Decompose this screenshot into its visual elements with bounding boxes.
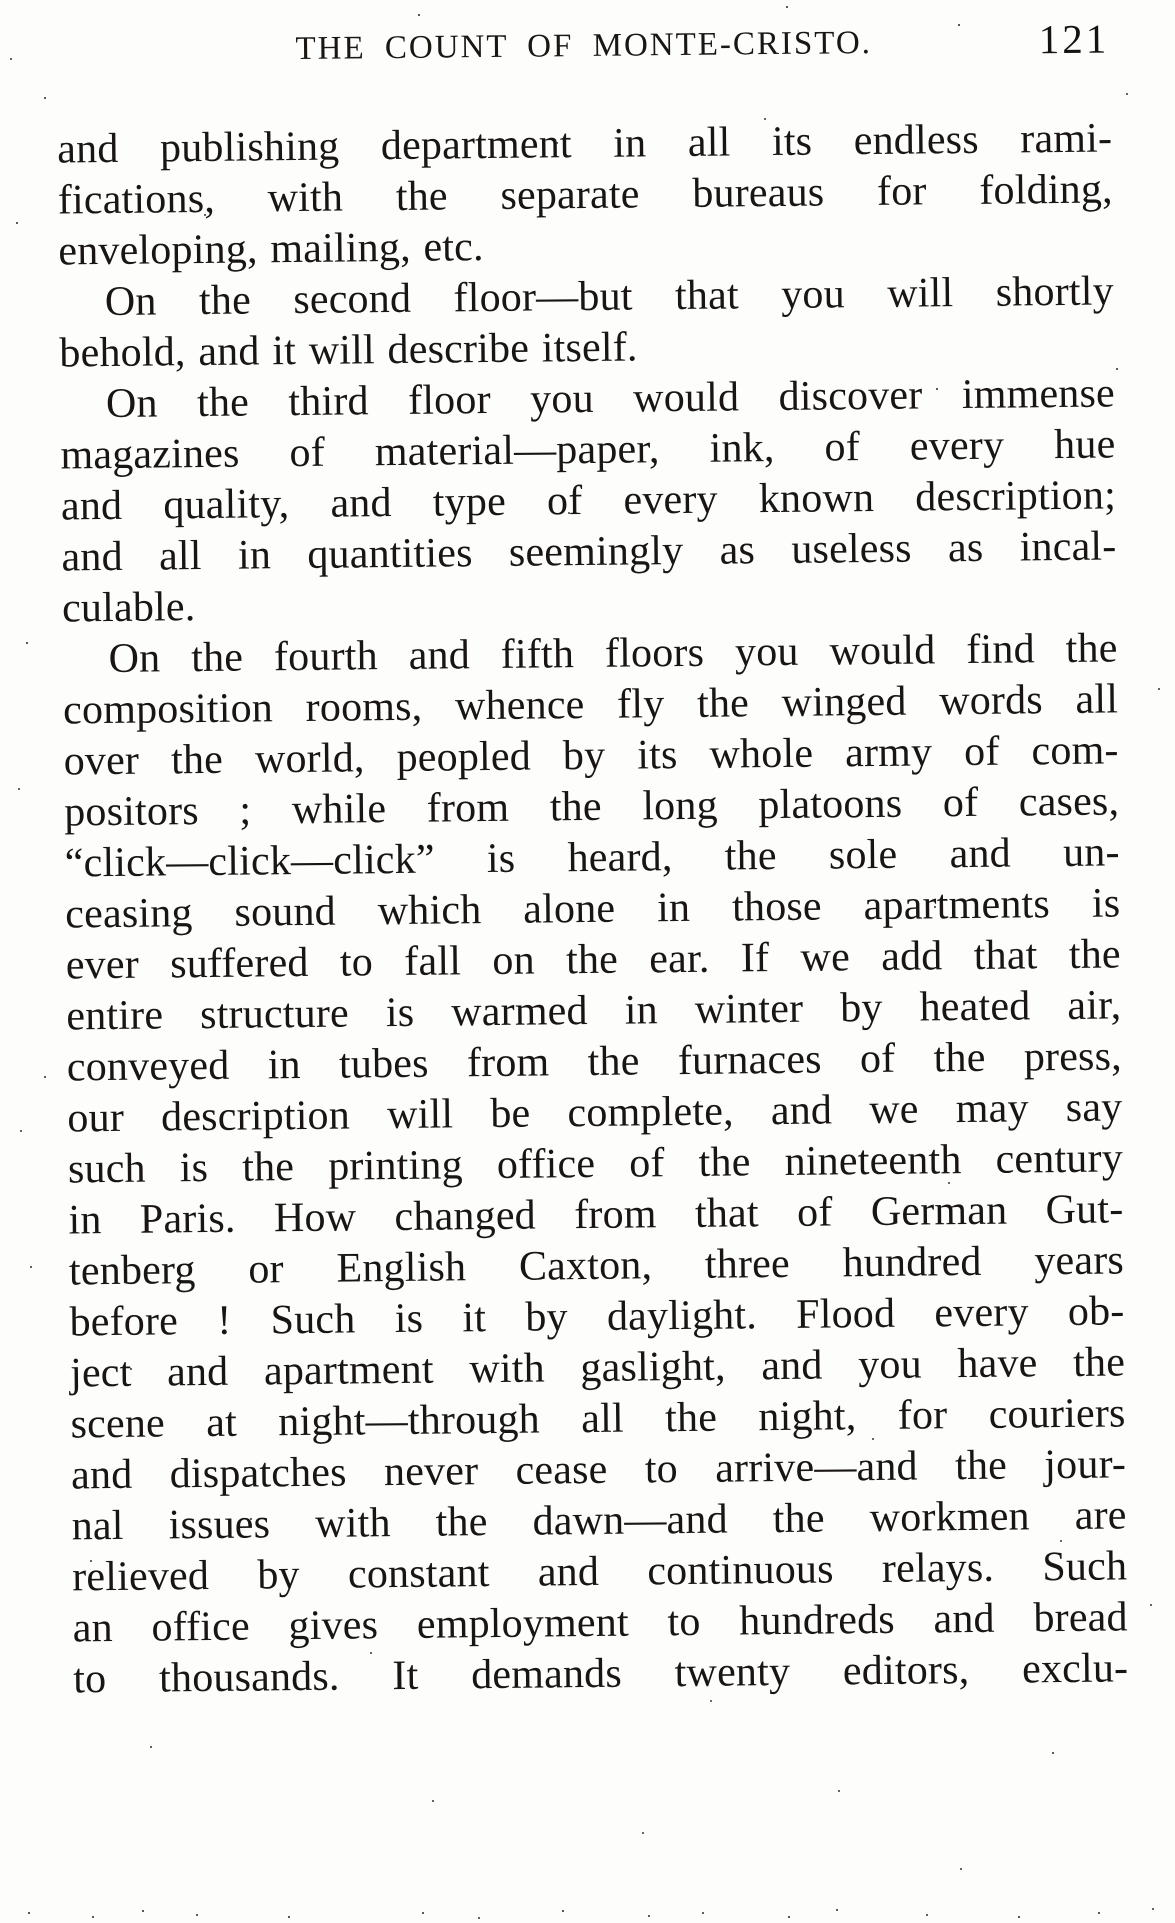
paragraph — [62, 623, 1128, 1705]
text-line: to thousands. It demands twenty editors, exclu- — [73, 1645, 1129, 1703]
text-line: ceasing sound which alone in those apartments is — [65, 880, 1121, 938]
text-line: ever suffered to fall on the ear. If we add that the — [65, 931, 1122, 989]
text-line: entire structure is warmed in winter by heated air, — [66, 982, 1122, 1040]
text-line: enveloping, mailing, etc. — [58, 224, 484, 275]
text-line: tenberg or English Caxton, three hundred years — [68, 1237, 1125, 1295]
page-header — [56, 16, 1111, 75]
text-line: scene at night—through all the night, for couriers — [70, 1390, 1126, 1448]
text-line: relieved by constant and continuous relays. Such — [71, 1543, 1128, 1601]
text-line: On the second floor—but that you will shortly — [104, 268, 1115, 326]
paragraph — [59, 266, 1115, 379]
text-line: and dispatches never cease to arrive—and the jour- — [70, 1441, 1127, 1499]
text-line: fications, with the separate bureaus for folding, — [57, 166, 1113, 224]
page-number: 121 — [1038, 15, 1110, 63]
text-line: On the third floor you would discover immense — [105, 370, 1116, 428]
text-line: an office gives employment to hundreds and bread — [72, 1594, 1128, 1652]
text-line: On the fourth and fifth floors you would find the — [108, 625, 1118, 683]
text-line: over the world, peopled by its whole army of com- — [63, 727, 1119, 785]
scan-noise-speckles — [0, 0, 2, 2]
running-title: THE COUNT OF MONTE-CRISTO. — [295, 24, 873, 68]
paragraph — [60, 368, 1118, 634]
text-line: nal issues with the dawn—and the workmen are — [71, 1492, 1127, 1550]
text-line: magazines of material—paper, ink, of every hue — [60, 421, 1116, 479]
text-line: and quality, and type of every known description; — [60, 472, 1117, 530]
text-line: such is the printing office of the nineteenth century — [67, 1135, 1124, 1193]
text-line: and all in quantities seemingly as useless as incal- — [61, 523, 1117, 581]
text-line: culable. — [61, 584, 196, 632]
text-line: “click—click—click” is heard, the sole and un- — [64, 829, 1120, 887]
text-line: behold, and it will describe itself. — [59, 324, 638, 377]
text-line: conveyed in tubes from the furnaces of the press, — [66, 1033, 1123, 1091]
text-line: before ! Such is it by daylight. Flood every ob- — [69, 1288, 1125, 1346]
text-line: composition rooms, whence fly the winged words all — [62, 676, 1119, 734]
paragraph — [57, 113, 1114, 277]
text-line: in Paris. How changed from that of German Gut- — [68, 1186, 1124, 1244]
text-line: positors ; while from the long platoons of cases, — [63, 778, 1120, 836]
scan-noise-bottom-edge — [0, 0, 2, 2]
text-line: ject and apartment with gaslight, and you have the — [69, 1339, 1126, 1397]
text-line: and publishing department in all its endless rami- — [57, 115, 1113, 173]
page-body — [57, 113, 1128, 1705]
text-line: our description will be complete, and we may say — [67, 1084, 1123, 1142]
